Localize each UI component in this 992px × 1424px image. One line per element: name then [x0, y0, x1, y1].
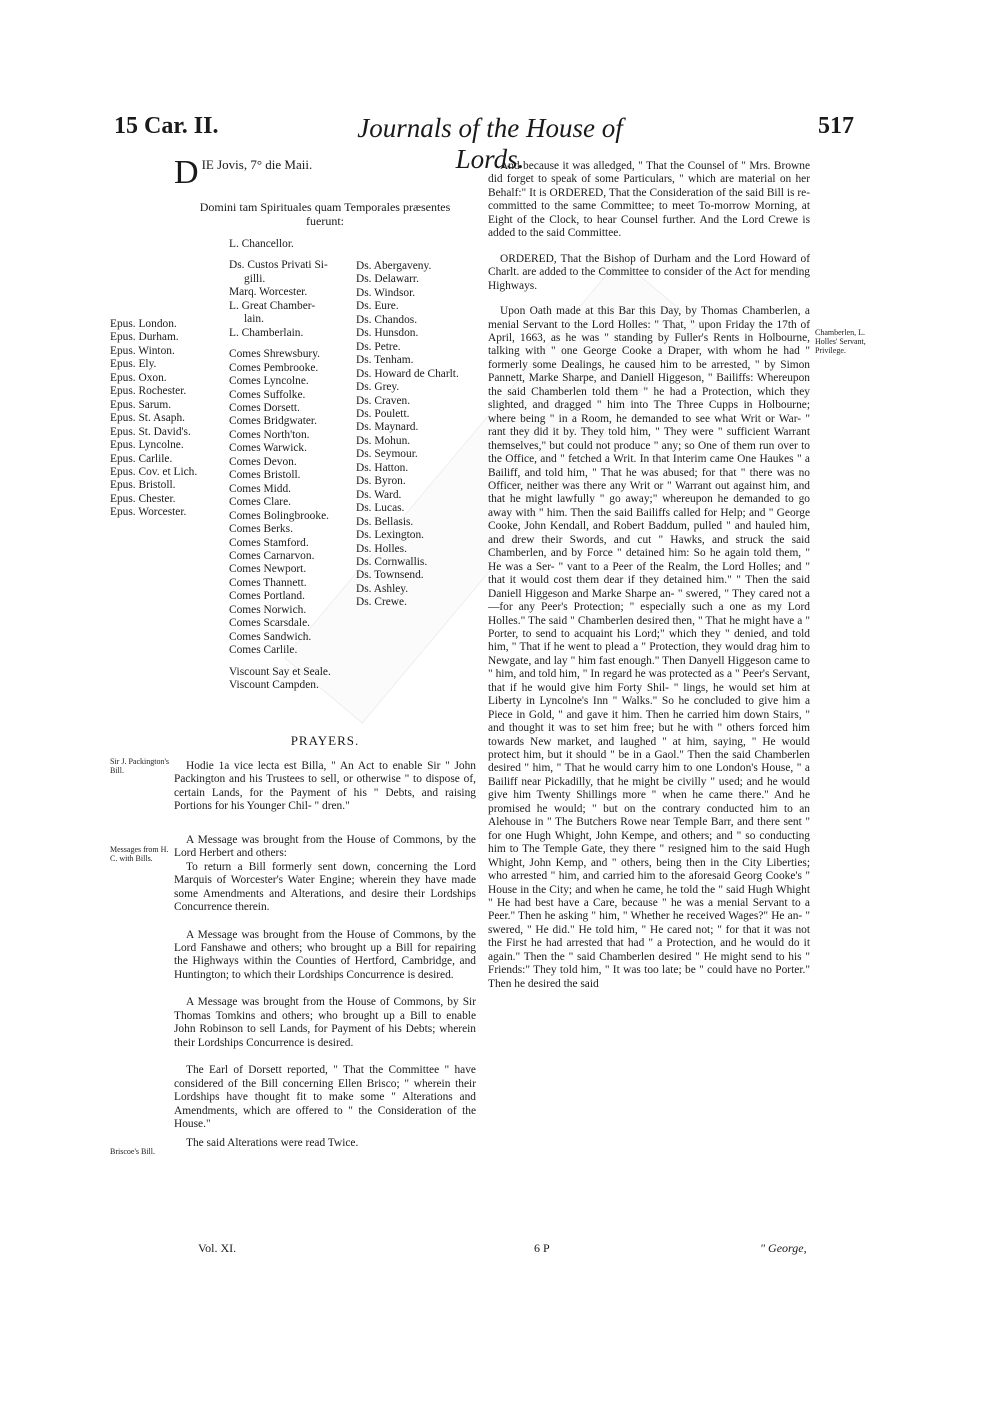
earl-entry: Comes North'ton.: [229, 428, 310, 441]
baron-entry: Ds. Hunsdon.: [356, 327, 419, 340]
bishop-entry: Epus. Durham.: [110, 331, 179, 344]
attendance-intro: Domini tam Spirituales quam Temporales præsentes fuerunt:: [199, 200, 451, 228]
earl-entry: Comes Lyncolne.: [229, 375, 309, 388]
officer-entry: lain.: [244, 313, 264, 326]
bishop-entry: Epus. Winton.: [110, 344, 175, 357]
earl-entry: Comes Suffolke.: [229, 388, 306, 401]
earl-entry: Comes Midd.: [229, 482, 292, 495]
margin-note-chamberlen: Chamberlen, L. Holles' Servant, Privilege.: [815, 328, 866, 355]
baron-entry: Ds. Maynard.: [356, 421, 419, 434]
footer-signature: 6 P: [534, 1241, 550, 1255]
officer-entry: L. Chamberlain.: [229, 326, 304, 339]
header-regnal-year: 15 Car. II.: [114, 113, 219, 139]
baron-entry: Ds. Tenham.: [356, 354, 414, 367]
viscount-entry: Viscount Campden.: [229, 679, 319, 692]
paragraph-alterations-read: The said Alterations were read Twice.: [186, 1137, 359, 1150]
earl-entry: Comes Bolingbrooke.: [229, 509, 329, 522]
date-text: IE Jovis, 7° die Maii.: [201, 157, 313, 172]
officer-entry: L. Great Chamber-: [229, 299, 316, 312]
officer-entry: Ds. Custos Privati Si-: [229, 259, 328, 272]
baron-entry: Ds. Bellasis.: [356, 515, 414, 528]
baron-entry: Ds. Eure.: [356, 300, 399, 313]
baron-entry: Ds. Howard de Charlt.: [356, 367, 459, 380]
earl-entry: Comes Bristoll.: [229, 469, 301, 482]
baron-entry: Ds. Poulett.: [356, 407, 410, 420]
baron-entry: Ds. Ashley.: [356, 582, 409, 595]
baron-entry: Ds. Holles.: [356, 542, 407, 555]
baron-entry: Ds. Seymour.: [356, 448, 418, 461]
bishop-entry: Epus. Lyncolne.: [110, 439, 184, 452]
earl-entry: Comes Carnarvon.: [229, 549, 315, 562]
baron-entry: Ds. Windsor.: [356, 286, 416, 299]
date-line: [174, 154, 474, 191]
paragraph-packington-bill: Hodie 1a vice lecta est Billa, " An Act to enable Sir " John Packington and his Trustees to sell, or otherwise " to dispose of, certain Lands, for the Payment of his " Debts, and raising Portions for his Younger Chil- " dren.": [174, 760, 476, 813]
baron-entry: Ds. Delawarr.: [356, 273, 419, 286]
baron-entry: Ds. Townsend.: [356, 569, 424, 582]
bishop-entry: Epus. London.: [110, 318, 177, 330]
earl-entry: Comes Norwich.: [229, 603, 307, 616]
header-page-number: 517: [818, 113, 854, 139]
bishop-entry: Epus. Chester.: [110, 492, 176, 505]
baron-entry: Ds. Grey.: [356, 381, 400, 394]
drop-cap: D: [174, 154, 199, 191]
bishops-list: [110, 318, 220, 520]
paragraph-dorsett-report: The Earl of Dorsett reported, " That the Committee " have considered of the Bill concerning Ellen Brisco; " wherein their Lordships have thought fit to make some " Alterations and Amendments, which are offered to " the Consideration of the House.": [174, 1064, 476, 1130]
right-column-text: [488, 160, 810, 991]
bishop-entry: Epus. Sarum.: [110, 398, 172, 411]
margin-note-briscoe: Briscoe's Bill.: [110, 1147, 155, 1156]
header-title: Journals of the House of Lords.: [357, 113, 623, 174]
bishop-entry: Epus. Oxon.: [110, 371, 167, 384]
baron-entry: Ds. Mohun.: [356, 434, 411, 447]
baron-entry: Ds. Chandos.: [356, 313, 418, 326]
officer-entry: L. Chancellor.: [229, 238, 294, 250]
baron-entry: Ds. Crewe.: [356, 596, 407, 609]
bishop-entry: Epus. St. David's.: [110, 425, 191, 438]
earl-entry: Comes Clare.: [229, 496, 292, 509]
bishop-entry: Epus. Rochester.: [110, 385, 187, 398]
earl-entry: Comes Dorsett.: [229, 401, 300, 414]
bishop-entry: Epus. Carlile.: [110, 452, 173, 465]
earl-entry: Comes Bridgwater.: [229, 415, 317, 428]
bishop-entry: Epus. Cov. et Lich.: [110, 465, 198, 478]
footer-catchword: " George,: [760, 1241, 807, 1255]
paragraph-highways-committee: ORDERED, That the Bishop of Durham and the Lord Howard of Charlt. are added to the Committee to consider of the Act for mending Highways.: [488, 252, 810, 292]
paragraph-browne-counsel: And because it was alledged, " That the Counsel of " Mrs. Browne did forget to speak of some Particulars, " which are material on her Behalf:" It is ORDERED, That the Consideration of the said Bill is re-committed to the same Committee; to meet To-morrow Morning, at Eight of the Clock, to hear Counsel further. And the Lord Crewe is added to the said Committee.: [488, 160, 810, 240]
baron-entry: Ds. Petre.: [356, 340, 401, 353]
paragraph-chamberlen-oath: Upon Oath made at this Bar this Day, by Thomas Chamberlen, a menial Servant to the Lord Holles: " That, " upon Friday the 17th of April, 1663, as he was " standing by Fuller's Rents in Holbourne, talking with " one George Cooke a Draper, with whom he had " formerly some Dealings, he caused him to be arrested, " by Simon Pannett, Marke Sharpe, and Daniell Higgeson, " Bailiffs: Whereupon the said Chamberlen told them " he had a Protection, which they slighted, and dragged " him into The Three Cupps in Holbourne; where being " in a Room, he demanded to see what Writ or War- " rant they did it by. They told him, " They were " sufficient Warrant themselves," but could not produce " any; so One of them run over to the Office, and " fetched a Writ. In that Interim came One Haukes " a Bailiff, and told him, " That he was abused; for that " there was no Officer, neither was there any Writ or " Warrant out against him, and that he might lawfully " go away;" whereupon he demanded to go away with " him. Then the said Bailiffs called for Help; and " George Cooke, John Kendall, and Robert Baddum, pulled " and hauled him, and drew their Swords, and cut " Hawks, and struck the said Chamberlen, and by Force " detained him: So he again told them, " He was a Ser- " vant to a Peer of the Realm, the Lord Holles; and " that it would cost them dear if they detained him." " Then the said Daniell Higgeson and Marke Sharpe an- " swered, " They cared not a—for any Peer's Protection; " especially such a one as my Lord Holles." The said " Chamberlen desired then, " That he might have a " Porter, to send to acquaint his Lord;" which they " denied, and told him, " That if he went to plead a " Protection, they would drag him to Newgate, and lay " him fast enough." Then Danyell Higgeson came to " him, and told him, " In regard he was protected as a " Peer's Servant, that if he would give him Forty Shil- " lings, he would set him at Liberty in Lyncolne's Inn " Walks." So he concluded to give him a Piece in Gold, " and gave it him. Then he carried him down Stairs, " and thought it was to set him free; but he with " others forced him towards New market, and laughed " at him, saying, " He would protect him, but it should " be in a Gaol." Then the said Chamberlen desired " him, " That he would carry him to one London's House, " a Bailiff near Pickadilly, that he might be civilly " used; and he would give him Twenty Shillings more " when he came there." And he promised he would; " but on the contrary conducted him to an Alehouse in " The Butchers Rowe near Temple Barr, and there sent " for one Hugh Whight, John Kempe, and others; and " so conducting him to The Temple Gate, they there " resigned him to the said Hugh Whight, John Kemp, and " others, being then in the City Liberties; who arrested " him, and carried him to the aforesaid Georg Cooke's " House in the City; and when he came, he told the " said Hugh Whight " He had best have a Care, because " he was a menial Servant to a Peer." Then he asking " him, " Whether he received Wages?" He an- " swered, " He did." He told him, " He cared not; " for that it was not the First he had arrested that had " a Protection, and he would do it again." Then the " said Chamberlen desired " He might send to his " Friends:" They told him, " It was too late; be " could have no Porter." Then he desired the said: [488, 305, 810, 990]
paragraph-water-engine: To return a Bill formerly sent down, concerning the Lord Marquis of Worcester's Water Engine; wherein they have made some Amendments and Alterations, and desire their Lordships Concurrence therein.: [174, 860, 476, 914]
peers-list: [229, 238, 355, 693]
bishop-entry: Epus. Bristoll.: [110, 479, 176, 492]
earl-entry: Comes Pembrooke.: [229, 361, 319, 374]
paragraph-message-tomkins: A Message was brought from the House of Commons, by Sir Thomas Tomkins and others; who brought up a Bill to enable John Robinson to sell Lands, for Payment of his Debts; wherein their Lordships Concurrence is desired.: [174, 996, 476, 1049]
viscount-entry: Viscount Say et Seale.: [229, 665, 331, 678]
officer-entry: Marq. Worcester.: [229, 286, 308, 299]
earl-entry: Comes Carlile.: [229, 644, 298, 657]
footer-volume: Vol. XI.: [198, 1241, 237, 1255]
bishop-entry: Epus. Worcester.: [110, 506, 187, 519]
baron-entry: Ds. Hatton.: [356, 461, 409, 474]
earl-entry: Comes Devon.: [229, 455, 297, 468]
earl-entry: Comes Newport.: [229, 563, 307, 576]
earl-entry: Comes Stamford.: [229, 536, 309, 549]
bishop-entry: Epus. St. Asaph.: [110, 412, 185, 425]
paragraph-message-herbert: A Message was brought from the House of Commons, by the Lord Herbert and others:: [174, 833, 476, 860]
baron-entry: Ds. Lexington.: [356, 529, 425, 542]
earl-entry: Comes Thannett.: [229, 576, 307, 589]
baron-entry: Ds. Abergaveny.: [356, 260, 432, 272]
earl-entry: Comes Warwick.: [229, 442, 307, 455]
earl-entry: Comes Berks.: [229, 523, 293, 536]
earl-entry: Comes Shrewsbury.: [229, 348, 321, 361]
earl-entry: Comes Scarsdale.: [229, 617, 310, 630]
baron-entry: Ds. Ward.: [356, 488, 402, 501]
paragraph-message-fanshawe: A Message was brought from the House of Commons, by the Lord Fanshawe and others; who brought up a Bill for repairing the Highways within the Counties of Hertford, Cambridge, and Huntington; to which their Lordships Concurrence is desired.: [174, 928, 476, 981]
barons-list: [356, 260, 476, 610]
bishop-entry: Epus. Ely.: [110, 358, 157, 371]
officer-entry: gilli.: [244, 272, 266, 285]
baron-entry: Ds. Lucas.: [356, 502, 405, 515]
left-column-text: [174, 760, 476, 1151]
prayers-heading: PRAYERS.: [290, 733, 360, 748]
margin-note-packington: Sir J. Packington's Bill.: [110, 757, 169, 775]
earl-entry: Comes Portland.: [229, 590, 305, 603]
baron-entry: Ds. Byron.: [356, 475, 406, 488]
baron-entry: Ds. Craven.: [356, 394, 411, 407]
baron-entry: Ds. Cornwallis.: [356, 555, 428, 568]
margin-note-messages: Messages from H. C. with Bills.: [110, 845, 169, 863]
earl-entry: Comes Sandwich.: [229, 630, 312, 643]
